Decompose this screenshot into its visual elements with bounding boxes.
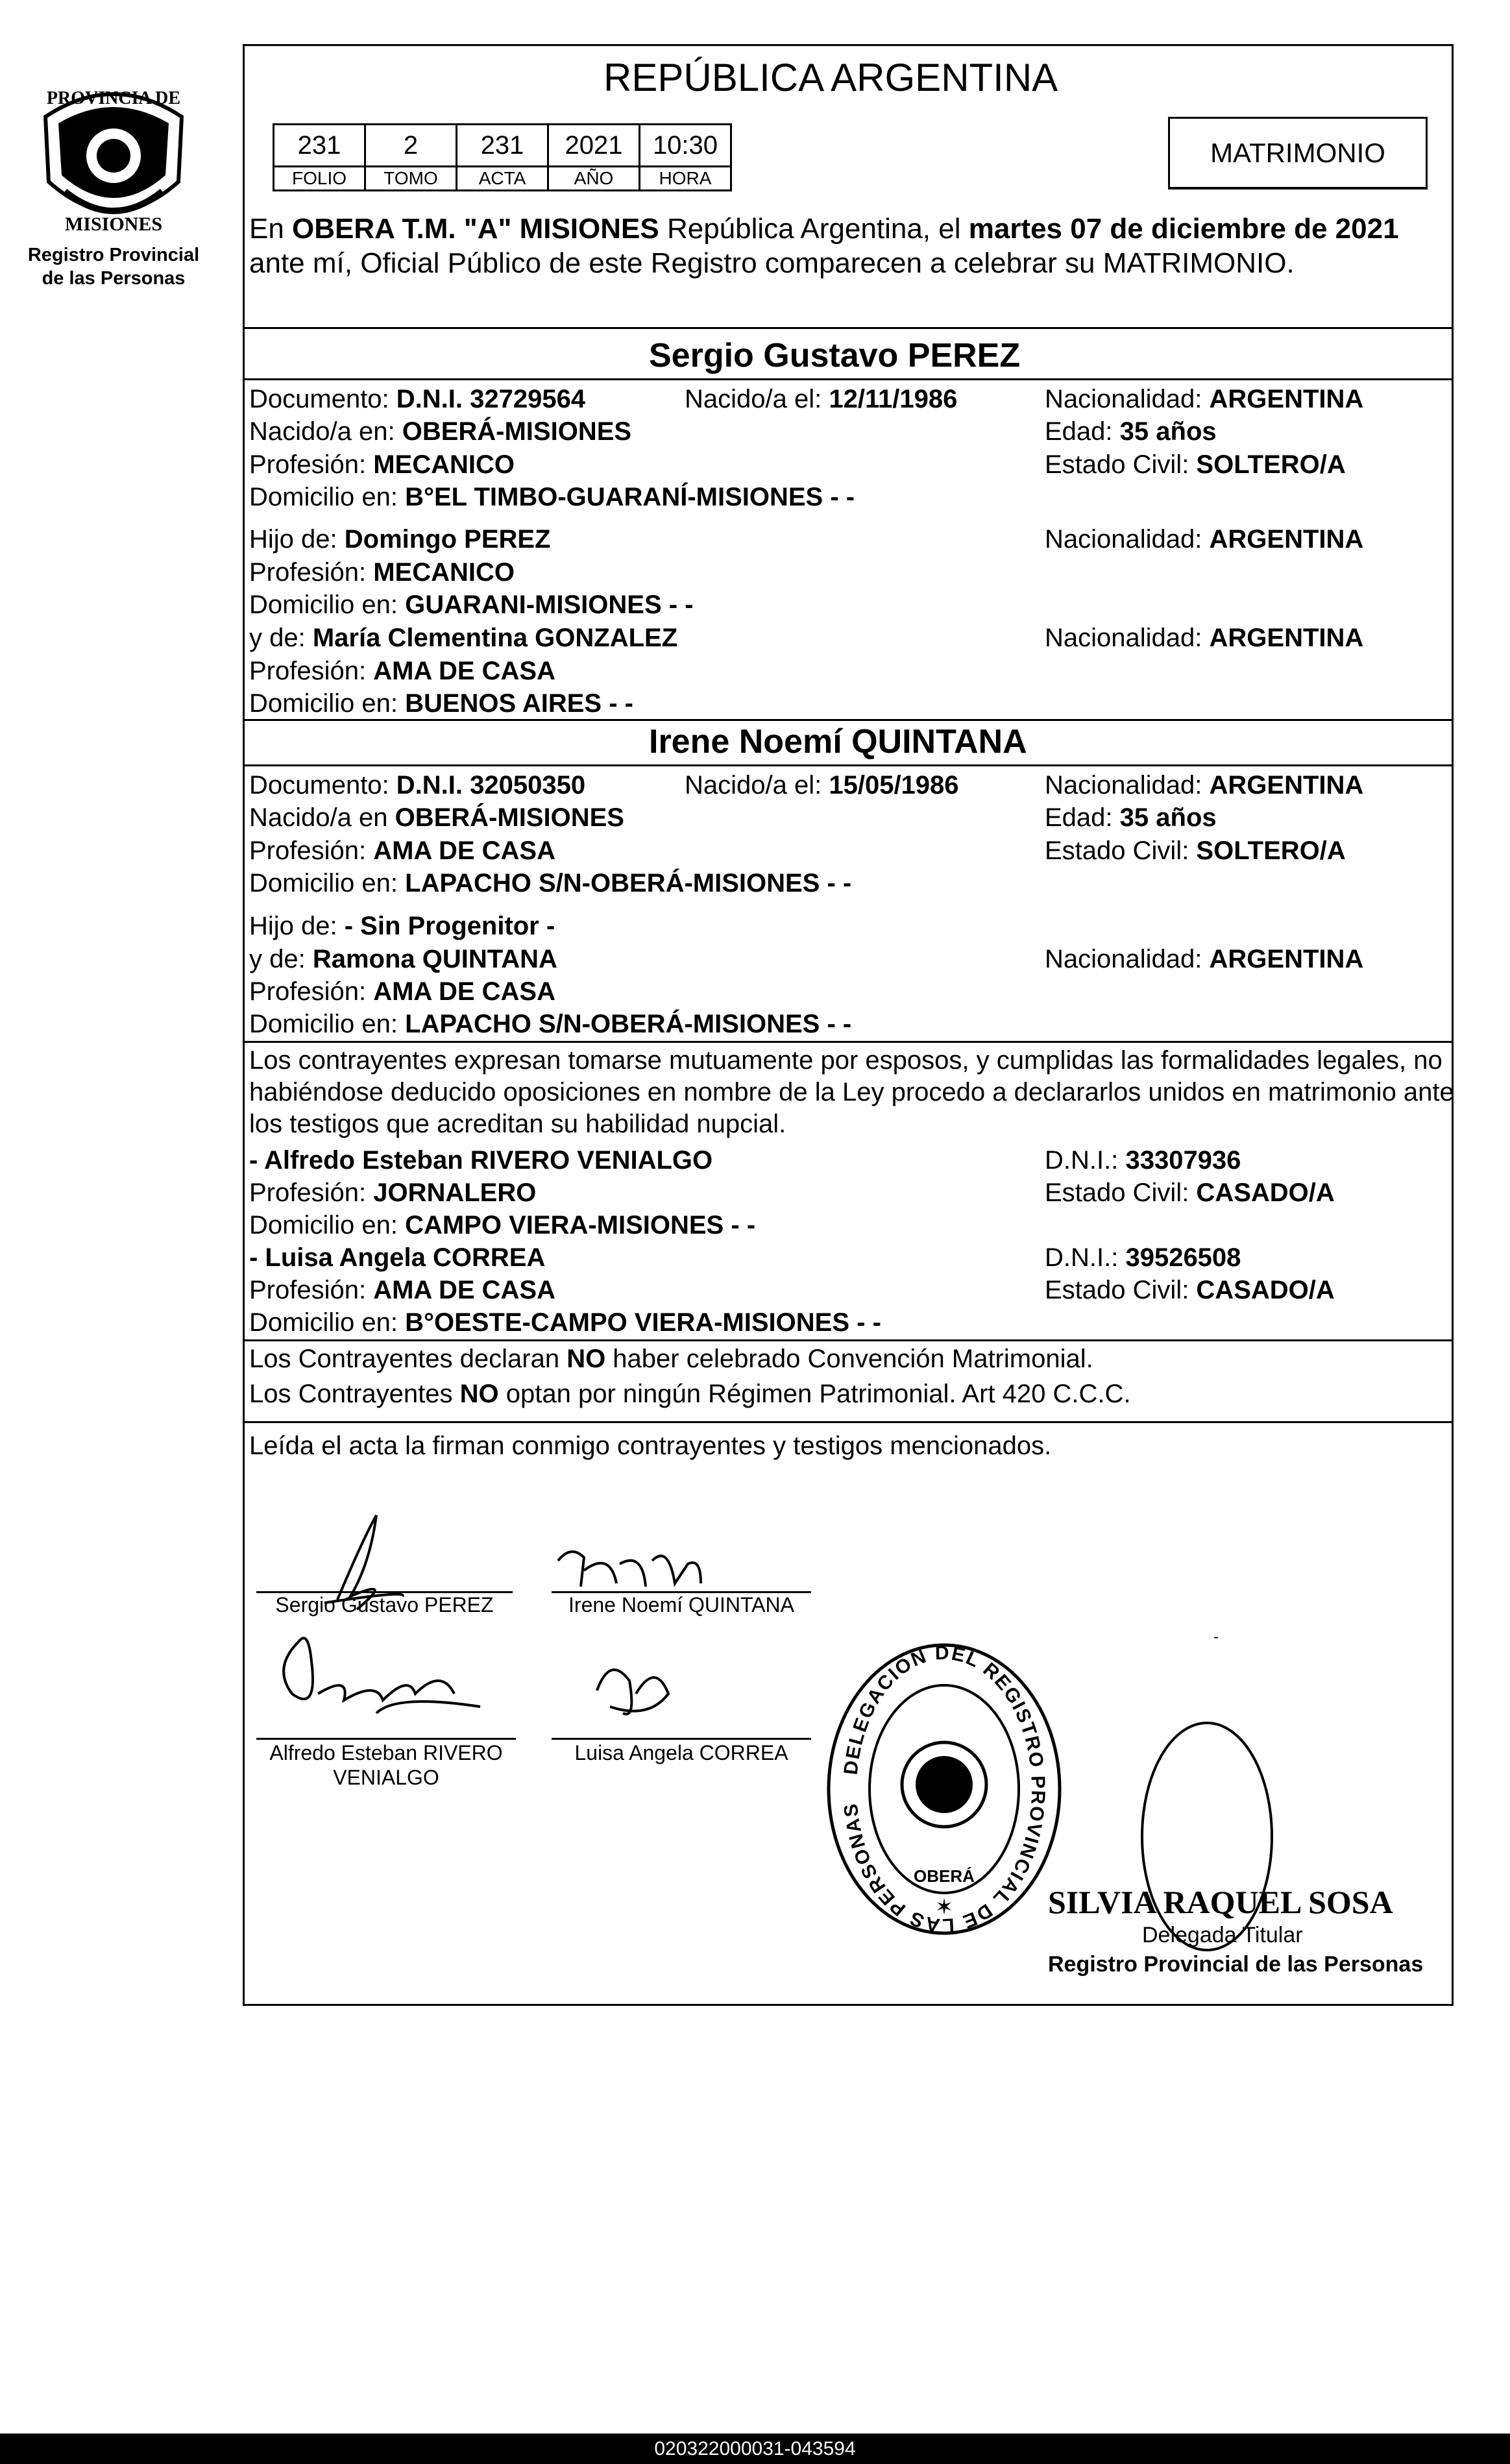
act-number-table bbox=[273, 123, 732, 191]
divider bbox=[243, 1339, 1454, 1341]
regime-statement: Los Contrayentes NO optan por ningún Régimen Patrimonial. Art 420 C.C.C. bbox=[249, 1380, 1131, 1408]
spouse2-birthplace: Nacido/a en OBERÁ-MISIONES bbox=[249, 803, 624, 832]
reading-statement: Leída el acta la firman conmigo contrayentes y testigos mencionados. bbox=[249, 1432, 1052, 1460]
anio-caption: AÑO bbox=[548, 167, 640, 191]
official-role: Delegada Titular bbox=[1142, 1923, 1303, 1947]
logo-caption-2: de las Personas bbox=[42, 268, 186, 289]
tomo-value: 2 bbox=[365, 125, 457, 167]
spouse2-mother-nationality: Nacionalidad: ARGENTINA bbox=[1045, 945, 1364, 973]
intro-line-2: ante mí, Oficial Público de este Registro comparecen a celebrar su MATRIMONIO. bbox=[249, 247, 1295, 279]
footer-code: 020322000031-043594 bbox=[654, 2437, 856, 2459]
acta-caption: ACTA bbox=[457, 167, 548, 191]
spouse2-mother-address: Domicilio en: LAPACHO S/N-OBERÁ-MISIONES - - bbox=[249, 1010, 852, 1038]
spouse1-profession: Profesión: MECANICO bbox=[249, 450, 515, 479]
official-seal bbox=[821, 1639, 1067, 1940]
signature-caption-1: Sergio Gustavo PEREZ bbox=[275, 1593, 494, 1616]
seal-center-text: OBERÁ bbox=[914, 1866, 975, 1886]
spouse1-birthplace: Nacido/a en: OBERÁ-MISIONES bbox=[249, 417, 632, 446]
witness2-address: Domicilio en: B°OESTE-CAMPO VIERA-MISIONES - - bbox=[249, 1308, 881, 1337]
registry-logo bbox=[26, 78, 201, 289]
spouse1-civil-status: Estado Civil: SOLTERO/A bbox=[1045, 450, 1346, 479]
official-name: SILVIA RAQUEL SOSA bbox=[1048, 1884, 1393, 1920]
tomo-caption: TOMO bbox=[365, 167, 457, 191]
folio-value: 231 bbox=[274, 125, 365, 167]
seal-star-icon: ✶ bbox=[934, 1895, 954, 1920]
spouse2-father: Hijo de: - Sin Progenitor - bbox=[249, 912, 555, 940]
act-type: MATRIMONIO bbox=[1210, 137, 1385, 168]
province-shield-icon bbox=[26, 78, 201, 240]
spouse1-father: Hijo de: Domingo PEREZ bbox=[249, 525, 551, 554]
anio-value: 2021 bbox=[548, 125, 640, 167]
spouse1-father-profession: Profesión: MECANICO bbox=[249, 558, 515, 587]
signature-line-3 bbox=[256, 1738, 516, 1740]
divider bbox=[243, 378, 1454, 380]
spouse1-address: Domicilio en: B°EL TIMBO-GUARANÍ-MISIONES - - bbox=[249, 483, 855, 511]
spouse1-nationality: Nacionalidad: ARGENTINA bbox=[1045, 385, 1364, 413]
signature-irene bbox=[558, 1552, 701, 1587]
spouse2-mother-profession: Profesión: AMA DE CASA bbox=[249, 977, 555, 1006]
spouse2-profession: Profesión: AMA DE CASA bbox=[249, 836, 555, 865]
witness1-name: - Alfredo Esteban RIVERO VENIALGO bbox=[249, 1146, 713, 1175]
witness2-civil-status: Estado Civil: CASADO/A bbox=[1045, 1276, 1335, 1304]
intro-date: martes 07 de diciembre de 2021 bbox=[968, 213, 1399, 245]
signature-caption-3a: Alfredo Esteban RIVERO bbox=[269, 1741, 503, 1764]
spouse2-birthdate: Nacido/a el: 15/05/1986 bbox=[685, 771, 959, 799]
spouse2-doc: Documento: D.N.I. 32050350 bbox=[249, 771, 586, 799]
divider bbox=[243, 1421, 1454, 1423]
convention-statement: Los Contrayentes declaran NO haber celebrado Convención Matrimonial. bbox=[249, 1345, 1093, 1373]
spouse1-father-address: Domicilio en: GUARANI-MISIONES - - bbox=[249, 591, 694, 619]
divider bbox=[243, 327, 1454, 329]
spouse1-mother: y de: María Clementina GONZALEZ bbox=[249, 624, 678, 652]
spouse1-age: Edad: 35 años bbox=[1045, 417, 1217, 446]
spouse1-name: Sergio Gustavo PEREZ bbox=[649, 337, 1021, 374]
spouse1-mother-profession: Profesión: AMA DE CASA bbox=[249, 657, 555, 685]
intro-line-1 bbox=[249, 212, 1399, 246]
witness1-profession: Profesión: JORNALERO bbox=[249, 1178, 537, 1207]
intro-text-1: En bbox=[249, 213, 293, 245]
spouse2-civil-status: Estado Civil: SOLTERO/A bbox=[1045, 836, 1346, 865]
witness1-address: Domicilio en: CAMPO VIERA-MISIONES - - bbox=[249, 1211, 756, 1239]
signature-line-4 bbox=[552, 1738, 811, 1740]
witness1-dni: D.N.I.: 33307936 bbox=[1045, 1146, 1241, 1175]
spouse1-mother-address: Domicilio en: BUENOS AIRES - - bbox=[249, 689, 633, 718]
spouse2-mother: y de: Ramona QUINTANA bbox=[249, 945, 557, 973]
declaration-line-2: habiéndose deducido oposiciones en nombre de la Ley procedo a declararlos unidos en matrimonio ante bbox=[249, 1078, 1454, 1106]
witness1-civil-status: Estado Civil: CASADO/A bbox=[1045, 1178, 1335, 1207]
intro-place: OBERA T.M. "A" MISIONES bbox=[292, 213, 659, 245]
logo-text-bottom: MISIONES bbox=[64, 213, 163, 235]
logo-caption-1: Registro Provincial bbox=[27, 245, 200, 265]
official-office: Registro Provincial de las Personas bbox=[1048, 1952, 1424, 1977]
divider bbox=[243, 764, 1454, 766]
spouse2-nationality: Nacionalidad: ARGENTINA bbox=[1045, 771, 1364, 799]
divider bbox=[243, 1041, 1454, 1043]
spouse1-father-nationality: Nacionalidad: ARGENTINA bbox=[1045, 525, 1364, 554]
logo-text-top: PROVINCIA DE bbox=[46, 88, 181, 108]
acta-value: 231 bbox=[457, 125, 548, 167]
divider bbox=[243, 719, 1454, 721]
signature-caption-2: Irene Noemí QUINTANA bbox=[568, 1593, 794, 1616]
signature-caption-3b: VENIALGO bbox=[333, 1766, 439, 1789]
spouse1-doc: Documento: D.N.I. 32729564 bbox=[249, 385, 586, 413]
spouse1-birthdate: Nacido/a el: 12/11/1986 bbox=[685, 385, 958, 413]
signature-luisa bbox=[597, 1670, 668, 1714]
declaration-line-3: los testigos que acreditan su habilidad nupcial. bbox=[249, 1110, 786, 1138]
signature-caption-4: Luisa Angela CORREA bbox=[574, 1741, 788, 1764]
witness2-name: - Luisa Angela CORREA bbox=[249, 1243, 546, 1272]
spouse1-mother-nationality: Nacionalidad: ARGENTINA bbox=[1045, 624, 1364, 652]
spouse2-address: Domicilio en: LAPACHO S/N-OBERÁ-MISIONES - - bbox=[249, 869, 852, 897]
spouse2-age: Edad: 35 años bbox=[1045, 803, 1217, 832]
page-title: REPÚBLICA ARGENTINA bbox=[603, 56, 1058, 99]
intro-text-2: República Argentina, el bbox=[659, 213, 969, 245]
folio-caption: FOLIO bbox=[274, 167, 365, 191]
footer-strip bbox=[0, 2434, 1510, 2464]
act-type-box bbox=[1168, 117, 1428, 189]
seal-ring-text: DELEGACION DEL REGISTRO PROVINCIAL DE LAS PERSONAS bbox=[840, 1642, 1049, 1936]
signature-alfredo bbox=[284, 1638, 480, 1713]
spouse2-name: Irene Noemí QUINTANA bbox=[649, 723, 1027, 761]
hora-value: 10:30 bbox=[640, 125, 731, 167]
hora-caption: HORA bbox=[640, 167, 731, 191]
witness2-dni: D.N.I.: 39526508 bbox=[1045, 1243, 1241, 1272]
svg-text:-: - bbox=[1213, 1628, 1219, 1646]
declaration-line-1: Los contrayentes expresan tomarse mutuamente por esposos, y cumplidas las formalidades legales, no bbox=[249, 1046, 1443, 1075]
witness2-profession: Profesión: AMA DE CASA bbox=[249, 1276, 555, 1304]
